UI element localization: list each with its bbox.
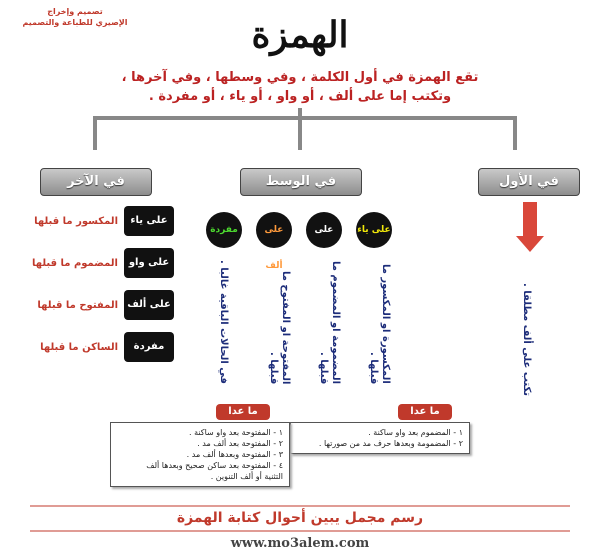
intro-line1: تقع الهمزة في أول الكلمة ، وفي وسطها ، وفي آخرها ، — [121, 70, 479, 85]
tab-middle: في الوسط — [240, 168, 362, 196]
middle-circle-mufrada — [206, 212, 242, 248]
middle-circle-alif — [256, 212, 292, 271]
middle-circle-ya — [356, 212, 392, 248]
exception-left-line: التثنية أو ألف التنوين . — [210, 472, 283, 481]
exception-right-line: ٢ - المضمومة وبعدها حرف مد من صورتها . — [318, 439, 463, 448]
middle-text-ya: المكسورة او المكسور ما قبلها . — [368, 264, 391, 384]
first-rule-text: تكتب على ألف مطلقا . — [521, 282, 532, 396]
intro-line2: وتكتب إما على ألف ، أو واو ، أو ياء ، أو مفردة . — [148, 89, 452, 104]
credit-line1: تصميم وإخراج — [47, 7, 103, 16]
middle-text-mufrada: في الحالات الباقية غالبا . — [218, 260, 229, 384]
tab-first: في الأول — [478, 168, 580, 196]
last-text-ya: المكسور ما قبلها — [34, 216, 118, 227]
credit-line2: الإصيري للطباعة والتصميم — [22, 18, 128, 27]
exception-label-left: ما عدا — [216, 404, 270, 420]
tab-last: في الآخر — [40, 168, 152, 196]
middle-label-ya: على ياء — [357, 225, 391, 235]
intro-text — [70, 68, 530, 106]
last-box-ya: على ياء — [124, 206, 174, 236]
last-text-waw: المضموم ما قبلها — [31, 258, 118, 269]
designer-credit — [10, 6, 140, 28]
last-box-alif: على ألف — [124, 290, 174, 320]
page-title: الهمزة — [251, 14, 349, 56]
last-text-mufrada: الساكن ما قبلها — [40, 342, 118, 353]
footer-caption: رسم مجمل يبين أحوال كتابة الهمزة — [176, 510, 424, 526]
exception-left-line: ١ - المفتوحة بعد واو ساكنة . — [189, 428, 283, 437]
exception-left-line: ٢ - المفتوحة بعد ألف مد . — [197, 439, 283, 448]
exception-left-line: ٣ - المفتوحة وبعدها ألف مد . — [186, 450, 283, 459]
site-url: www.mo3alem.com — [230, 536, 370, 551]
middle-label-mufrada: مفردة — [210, 225, 238, 235]
exception-left-line: ٤ - المفتوحة بعد ساكن صحيح وبعدها ألف — [146, 461, 283, 470]
exception-box-right — [290, 422, 470, 454]
middle-text-alif: المفتوحة او المفتوح ما قبلها . — [268, 270, 291, 384]
middle-circle-waw — [306, 212, 342, 271]
middle-label-waw: على واو — [314, 225, 334, 271]
middle-text-waw: المضمومة او المضموم ما قبلها . — [318, 260, 341, 384]
last-box-mufrada: مفردة — [124, 332, 174, 362]
arrow-down-icon — [523, 202, 537, 238]
exception-right-line: ١ - المضموم بعد واو ساكنة . — [368, 428, 463, 437]
exception-box-left — [110, 422, 290, 487]
middle-label-alif: على ألف — [264, 225, 284, 271]
last-box-waw: على واو — [124, 248, 174, 278]
exception-label-right: ما عدا — [398, 404, 452, 420]
last-text-alif: المفتوح ما قبلها — [37, 300, 118, 311]
